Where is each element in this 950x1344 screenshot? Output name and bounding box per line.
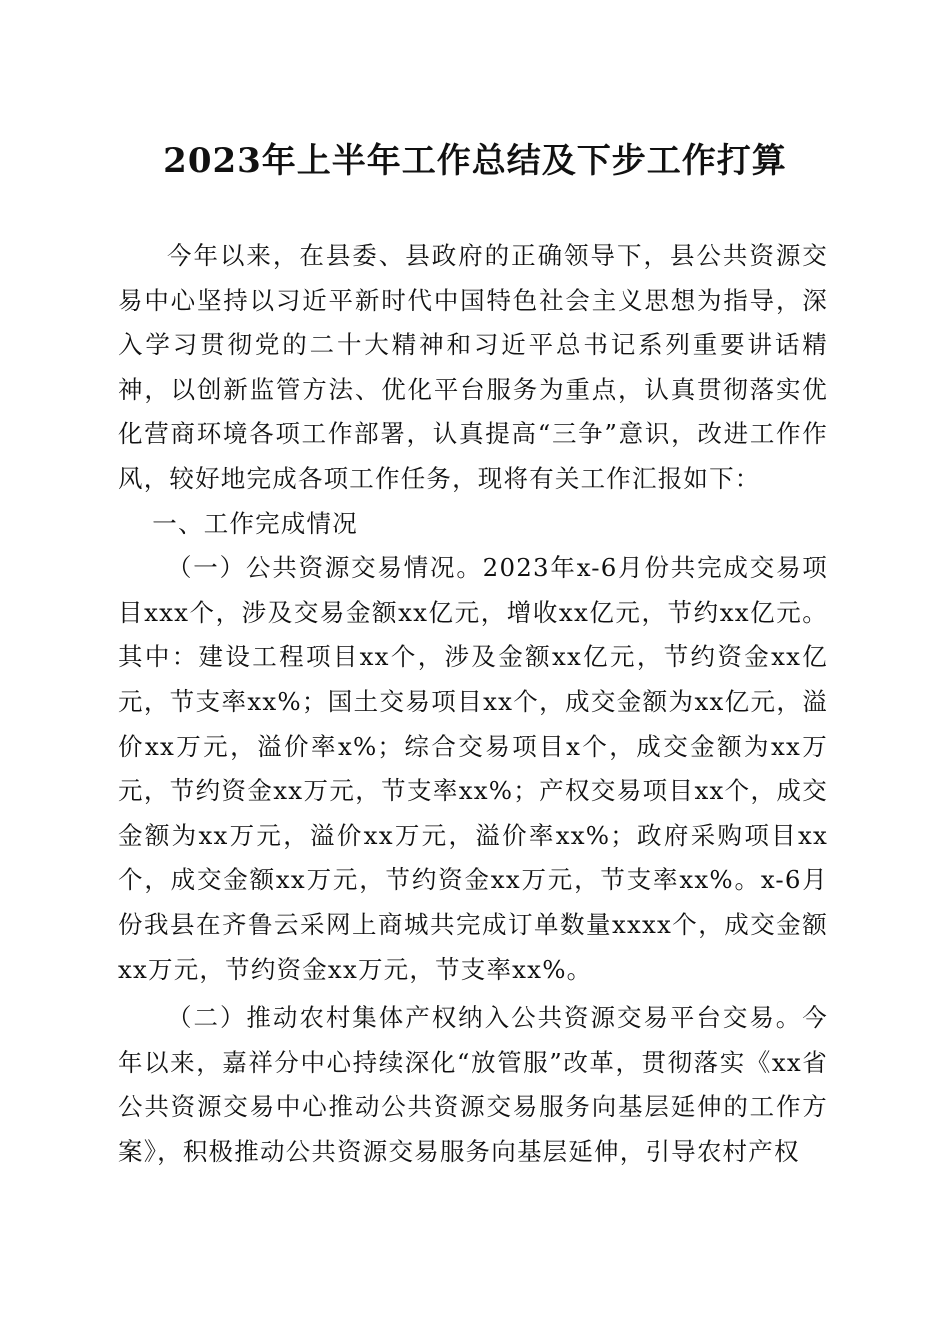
intro-paragraph: 今年以来，在县委、县政府的正确领导下，县公共资源交易中心坚持以习近平新时代中国特色社会主义思想为指导，深入学习贯彻党的二十大精神和习近平总书记系列重要讲话精神，以创新监管方法、优化平台服务为重点，认真贯彻落实优化营商环境各项工作部署，认真提高“三争”意识，改进工作作风，较好地完成各项工作任务，现将有关工作汇报如下： (118, 241, 828, 493)
item-1-text: 2023年x-6月份共完成交易项目xxx个，涉及交易金额xx亿元，增收xx亿元，节约xx亿元。其中：建设工程项目xx个，涉及金额xx亿元，节约资金xx亿元，节支率xx%；国土交易项目xx个，成交金额为xx亿元，溢价xx万元，溢价率x%；综合交易项目x个，成交金额为xx万元，节约资金xx万元，节支率xx%；产权交易项目xx个，成交金额为xx万元，溢价xx万元，溢价率xx%；政府采购项目xx个，成交金额xx万元，节约资金xx万元，节支率xx%。x-6月份我县在齐鲁云采网上商城共完成订单数量xxxx个，成交金额xx万元，节约资金xx万元，节支率xx%。 (118, 553, 828, 984)
item-2-paragraph (118, 996, 828, 1174)
item-2-label: （二）推动农村集体产权纳入公共资源交易平台交易。 (167, 1003, 803, 1033)
item-2-text: 今年以来，嘉祥分中心持续深化“放管服”改革，贯彻落实《xx省公共资源交易中心推动公共资源交易服务向基层延伸的工作方案》，积极推动公共资源交易服务向基层延伸，引导农村产权 (118, 1003, 828, 1166)
document-title: 2023年上半年工作总结及下步工作打算 (163, 141, 787, 181)
section-heading: 一、工作完成情况 (152, 508, 358, 538)
document-body (118, 230, 828, 1174)
item-1-label: （一）公共资源交易情况。 (167, 553, 483, 583)
item-1-paragraph (118, 546, 828, 992)
